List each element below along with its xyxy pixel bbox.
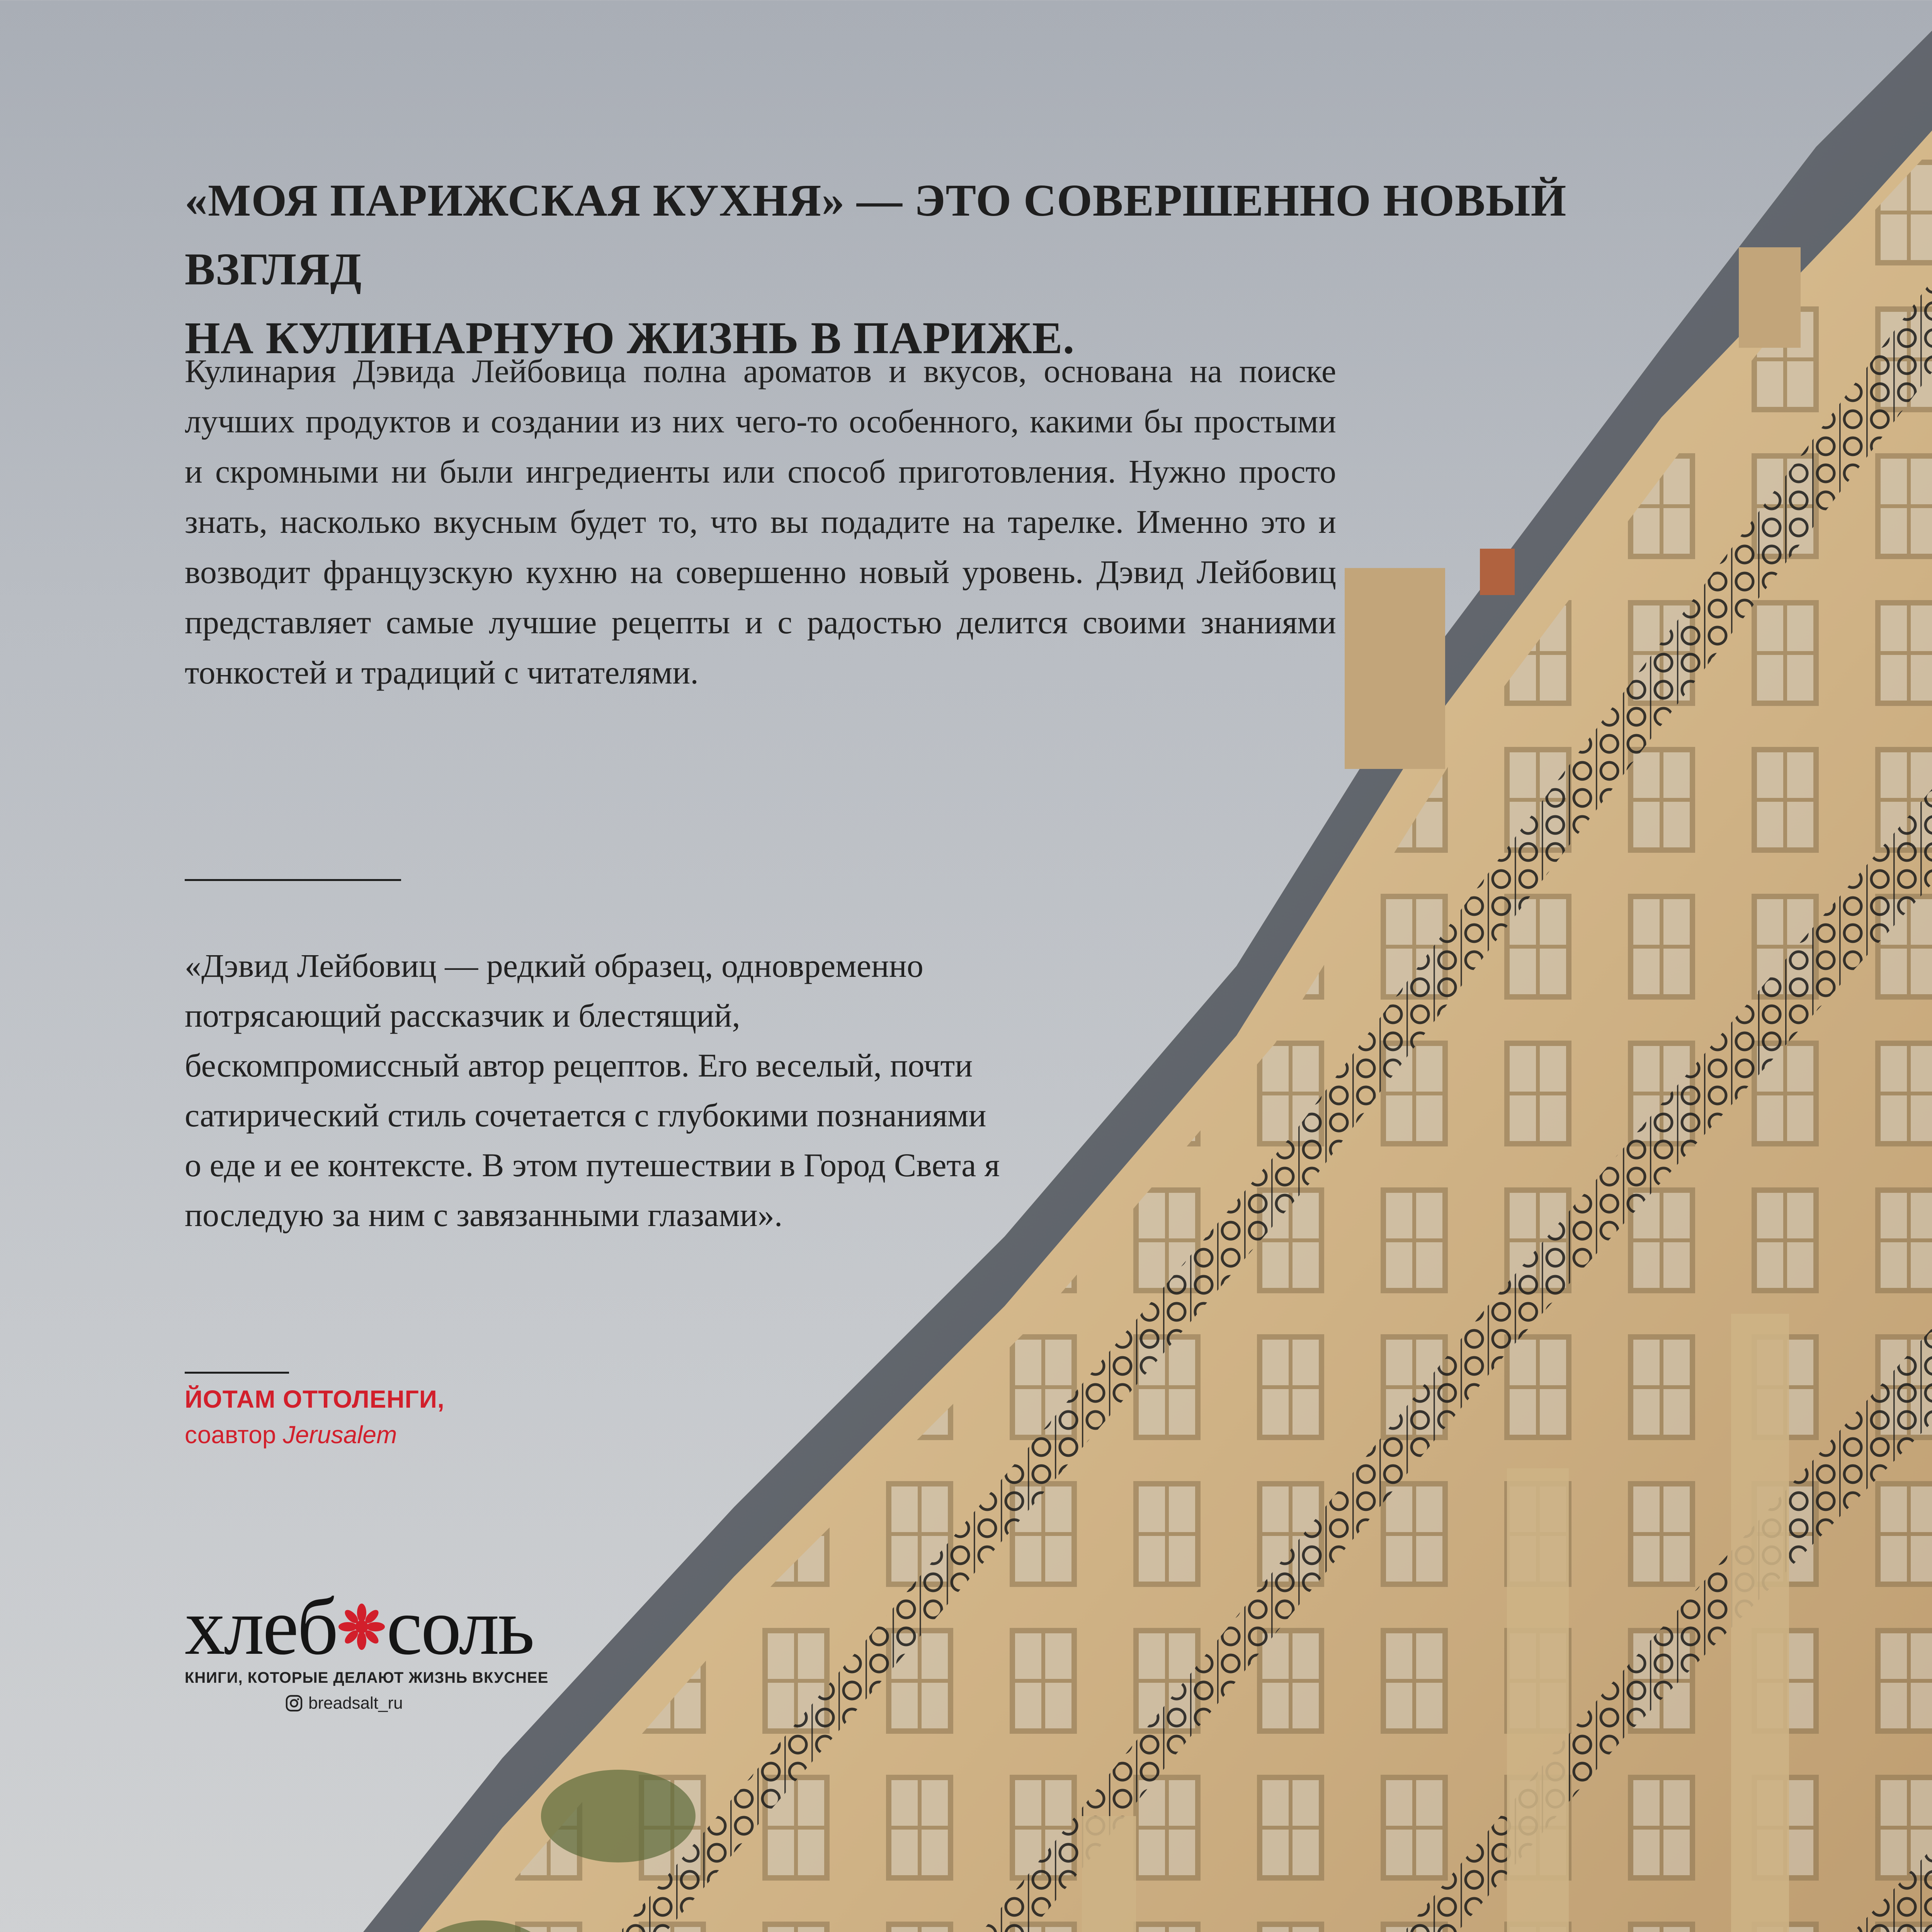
instagram-icon	[285, 1694, 303, 1712]
instagram-username: breadsalt_ru	[308, 1694, 403, 1713]
review-quote: «Дэвид Лейбовиц — редкий образец, одновременно потрясающий рассказчик и блестящий, бескомпромиссный автор рецептов. Его веселый, почти сатирический стиль сочетается с глубокими познаниями о еде и ее контексте. В этом путешествии в Город Света я последую за ним с завязанными глазами».	[185, 947, 1000, 1233]
publisher-wordmark	[185, 1582, 571, 1672]
publisher-logo	[185, 1582, 571, 1713]
headline-line-2: НА КУЛИНАРНУЮ ЖИЗНЬ В ПАРИЖЕ.	[185, 313, 1075, 363]
instagram-handle	[285, 1694, 571, 1713]
author-role-prefix: соавтор	[185, 1421, 283, 1449]
lead-paragraph: Кулинария Дэвида Лейбовица полна ароматов и вкусов, основана на поиске лучших продуктов и создании из них чего-то особенного, какими бы простыми и скромными ни были ингредиенты или способ приготовления. Нужно просто знать, насколько вкусным будет то, что вы подадите на тарелке. Именно это и возводит французскую кухню на совершенно новый уровень. Дэвид Лейбовиц представляет самые лучшие рецепты и с радостью делится своими знаниями тонкостей и традиций с читателями.	[185, 352, 1336, 691]
logo-right-word: соль	[386, 1582, 533, 1672]
logo-left-word: хлеб	[185, 1582, 337, 1672]
publisher-tagline: КНИГИ, КОТОРЫЕ ДЕЛАЮТ ЖИЗНЬ ВКУСНЕЕ	[185, 1669, 549, 1686]
quote-attribution	[185, 1381, 445, 1452]
author-book-title: Jerusalem	[283, 1421, 397, 1449]
headline-line-1: «МОЯ ПАРИЖСКАЯ КУХНЯ» — ЭТО СОВЕРШЕННО НОВЫЙ ВЗГЛЯД	[185, 175, 1567, 294]
section-divider	[185, 879, 401, 881]
flower-star-icon	[338, 1604, 385, 1650]
quote-divider	[185, 1372, 289, 1374]
author-role	[185, 1417, 445, 1452]
author-name: ЙОТАМ ОТТОЛЕНГИ,	[185, 1385, 445, 1413]
headline	[185, 166, 1576, 372]
